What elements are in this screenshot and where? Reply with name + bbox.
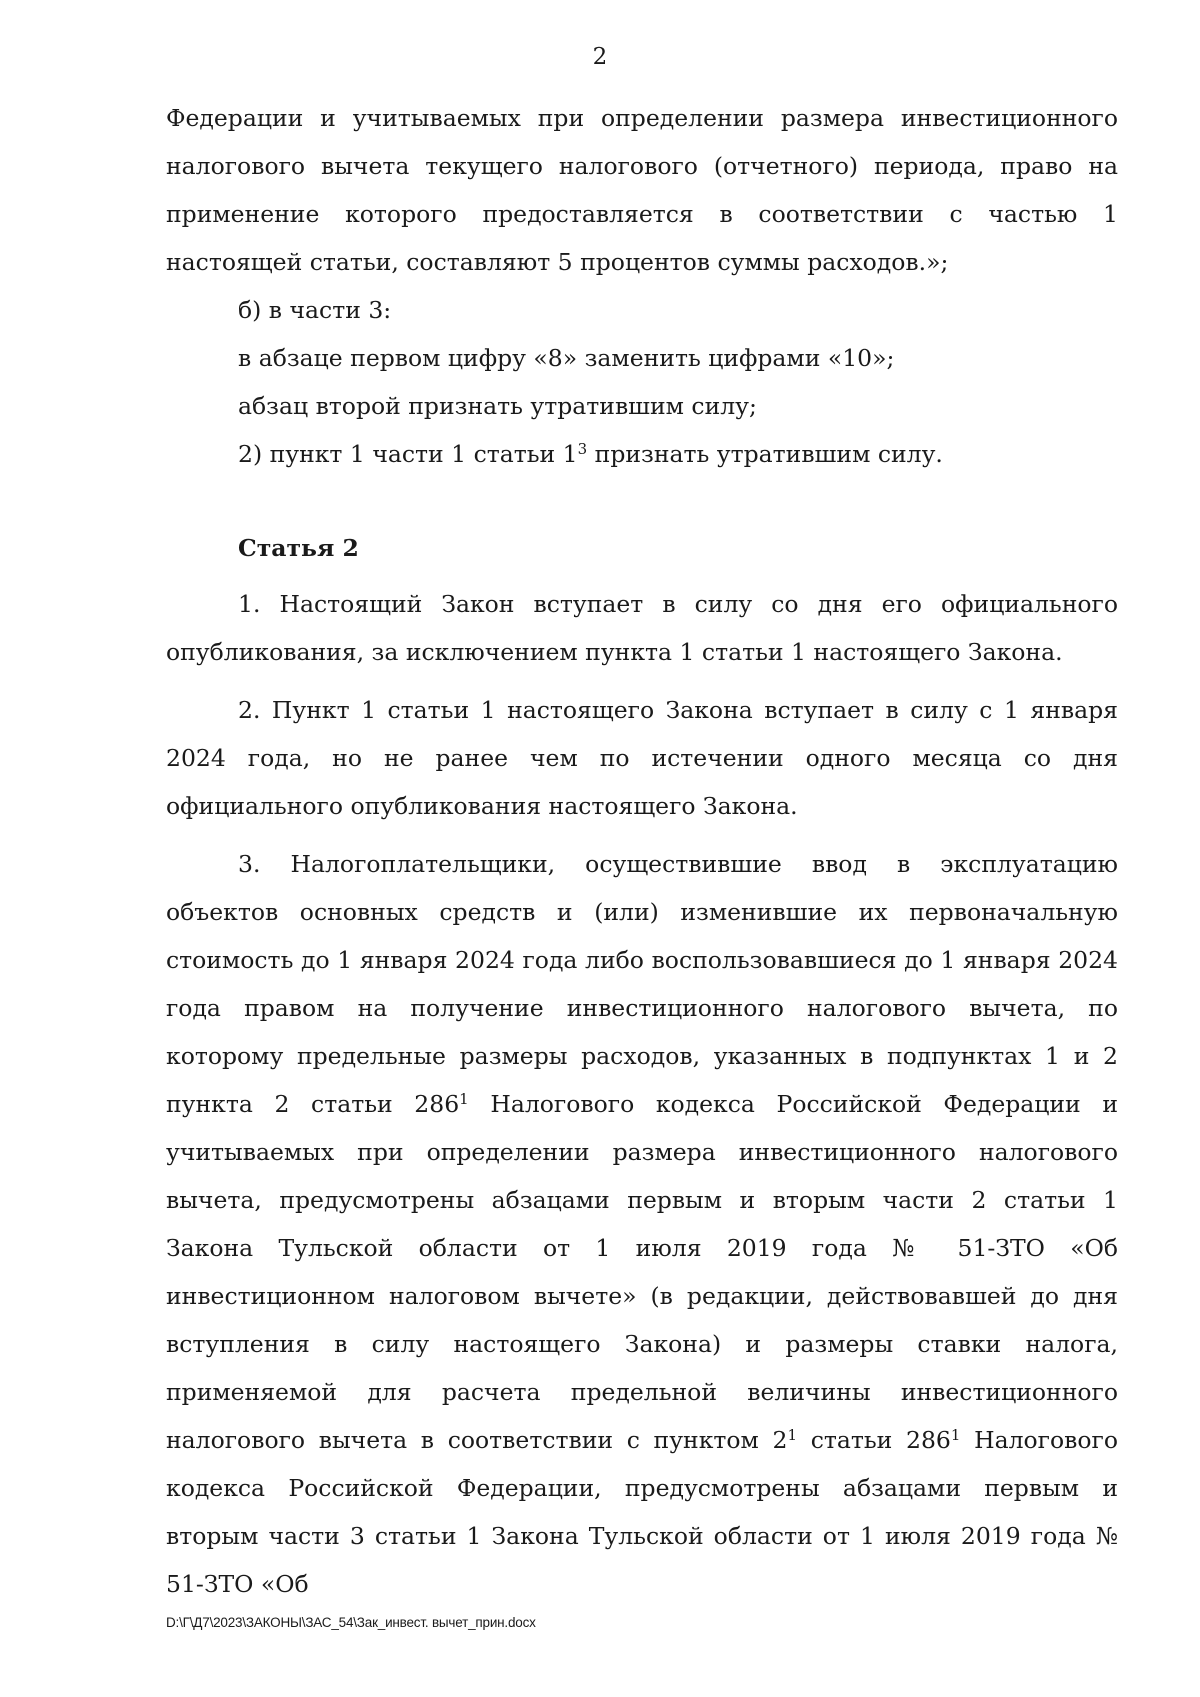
item-2-text-end: признать утратившим силу. — [587, 440, 943, 468]
page-number: 2 — [592, 44, 608, 70]
item-3-text-a: 3. Налогоплательщики, осуществившие ввод в эксплуатацию объектов основных средств и (или) изменившие их первоначальную стоимость до 1 января 2024 года либо воспользовавшиеся до 1 января 2024 года правом на получение инвестиционного налогового вычета, по которому предельные размеры расходов, указанных в подпунктах 1 и 2 пункта 2 статьи 286 — [166, 850, 1118, 1118]
article2-item-3 — [166, 840, 1118, 1608]
article1-paragraph-first: в абзаце первом цифру «8» заменить цифрами «10»; — [238, 344, 895, 372]
item-3-text-b: Налогового кодекса Российской Федерации и учитываемых при определении размера инвестиционного налогового вычета, предусмотрены абзацами первым и вторым части 2 статьи 1 Закона Тульской области от 1 июля 2019 года № 51-ЗТО «Об инвестиционном налоговом вычете» (в редакции, действовавшей до дня вступления в силу настоящего Закона) и размеры ставки налога, применяемой для расчета предельной величины инвестиционного налогового вычета в соответствии с пунктом 2 — [166, 1090, 1119, 1454]
footer-file-path: D:\Г\Д7\2023\ЗАКОНЫ\ЗАС_54\Зак_инвест. вычет_прин.docx — [166, 1615, 536, 1630]
article1-subitem-b: б) в части 3: — [238, 296, 392, 324]
superscript: 3 — [577, 439, 588, 458]
article2-item-2: 2. Пункт 1 статьи 1 настоящего Закона вступает в силу с 1 января 2024 года, но не ранее чем по истечении одного месяца со дня официального опубликования настоящего Закона. — [166, 696, 1118, 820]
item-3-text-c: статьи 286 — [797, 1426, 951, 1454]
superscript: 1 — [459, 1089, 469, 1108]
article1-paragraph-second: абзац второй признать утратившим силу; — [238, 392, 757, 420]
item-3-text-d: Налогового кодекса Российской Федерации, предусмотрены абзацами первым и вторым части 3 статьи 1 Закона Тульской области от 1 июля 2019 года № 51-ЗТО «Об — [166, 1426, 1118, 1598]
article1-item-2 — [166, 430, 1118, 478]
article2-item-1: 1. Настоящий Закон вступает в силу со дня его официального опубликования, за исключением пункта 1 статьи 1 настоящего Закона. — [166, 590, 1118, 666]
item-2-text: 2) пункт 1 части 1 статьи 1 — [238, 440, 578, 468]
article2-heading: Статья 2 — [238, 534, 359, 562]
superscript: 1 — [787, 1425, 798, 1444]
document-body — [166, 94, 1118, 1608]
superscript: 1 — [950, 1425, 961, 1444]
article1-continuation-paragraph: Федерации и учитываемых при определении размера инвестиционного налогового вычета текущего налогового (отчетного) периода, право на применение которого предоставляется в соответствии с частью 1 настоящей статьи, составляют 5 процентов суммы расходов.»; — [166, 104, 1118, 276]
